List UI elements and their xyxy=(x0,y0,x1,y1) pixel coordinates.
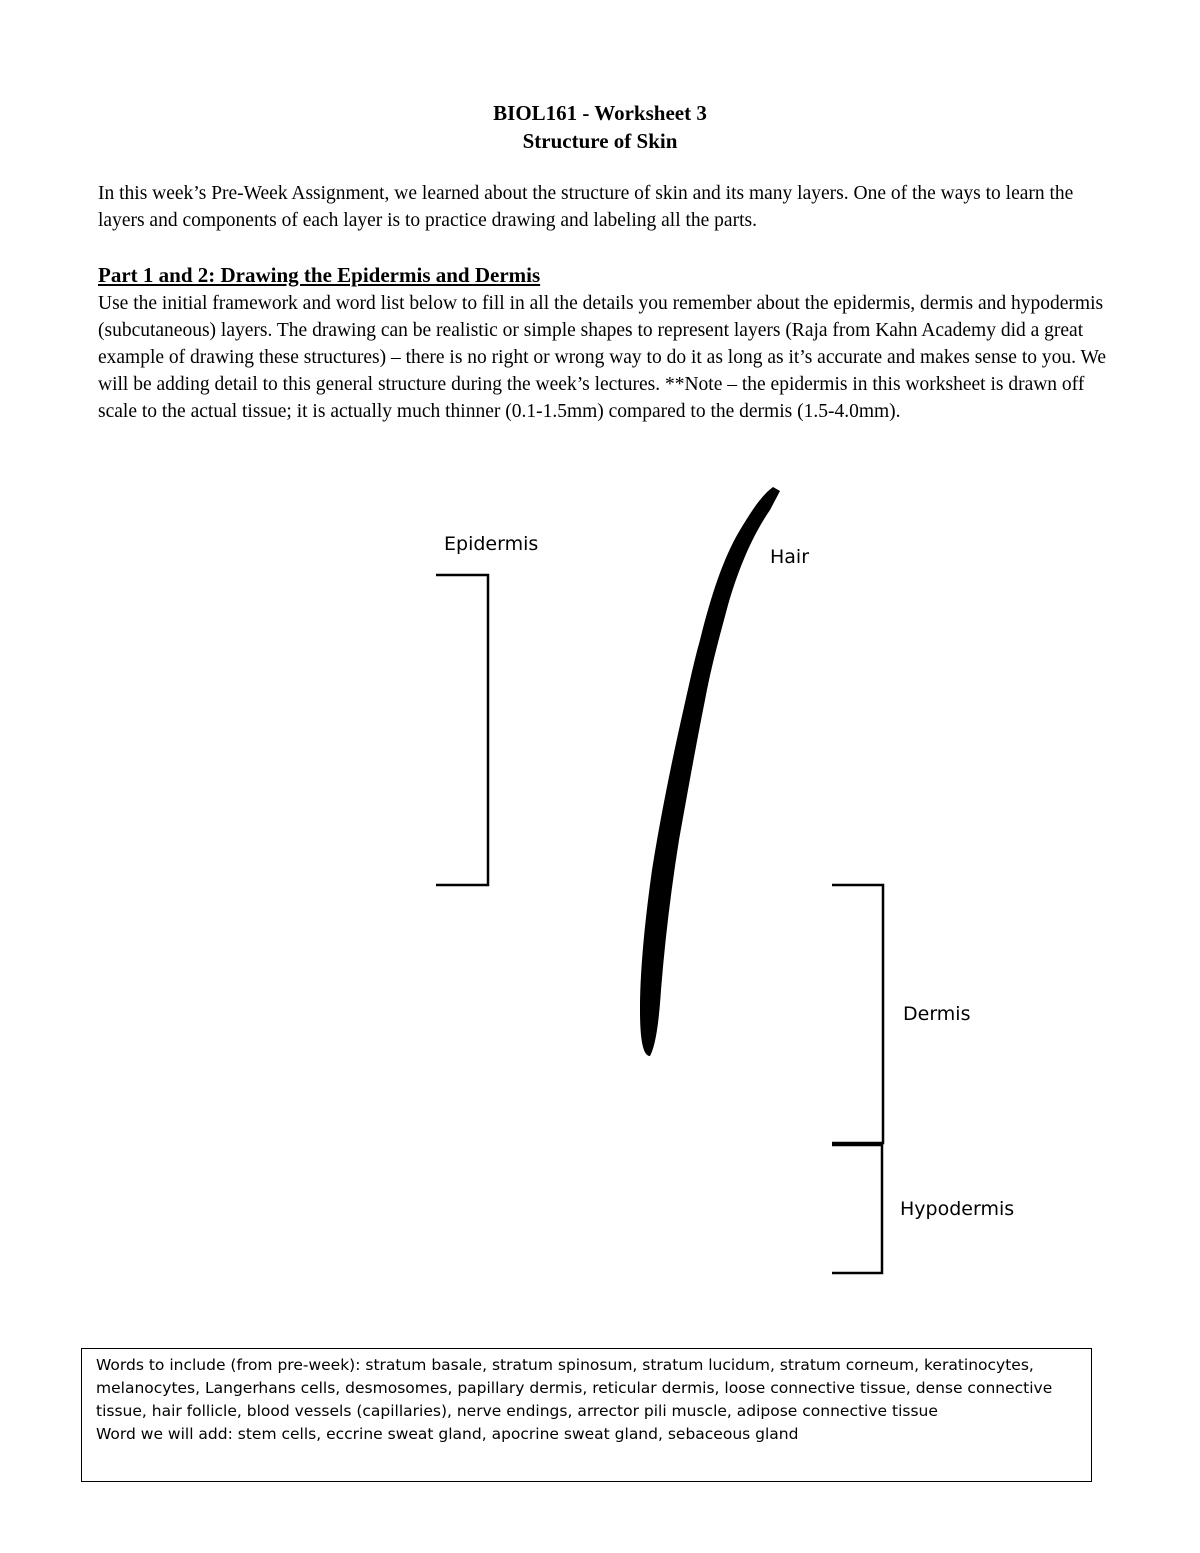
hypodermis-bracket xyxy=(832,1145,882,1273)
intro-paragraph: In this week’s Pre-Week Assignment, we learned about the structure of skin and its many layers. One of the ways to learn the layers and components of each layer is to practice drawing and labeling all the parts. xyxy=(98,183,1074,231)
label-hypodermis: Hypodermis xyxy=(900,1198,1015,1220)
word-list-box xyxy=(81,1348,1092,1482)
label-hair: Hair xyxy=(770,546,810,568)
words-we-will-add: Word we will add: stem cells, eccrine sweat gland, apocrine sweat gland, sebaceous gland xyxy=(96,1425,799,1443)
section-heading: Part 1 and 2: Drawing the Epidermis and Dermis xyxy=(98,263,541,287)
instructions-paragraph: Use the initial framework and word list below to fill in all the details you remember about the epidermis, dermis and hypodermis (subcutaneous) layers. The drawing can be realistic or simple shapes to represent layers (Raja from Kahn Academy did a great example of drawing these structures) – there is no right or wrong way to do it as long as it’s accurate and makes sense to you. We will be adding detail to this general structure during the week’s lectures. **Note – the epidermis in this worksheet is drawn off scale to the actual tissue; it is actually much thinner (0.1-1.5mm) compared to the dermis (1.5-4.0mm). xyxy=(98,293,1107,422)
label-dermis: Dermis xyxy=(903,1003,971,1025)
dermis-bracket xyxy=(832,885,883,1143)
epidermis-bracket xyxy=(436,575,488,885)
words-to-include: Words to include (from pre-week): stratum basale, stratum spinosum, stratum lucidum, stratum corneum, keratinocytes, melanocytes, Langerhans cells, desmosomes, papillary dermis, reticular dermis, loose connective tissue, dense connective tissue, hair follicle, blood vessels (capillaries), nerve endings, arrector pili muscle, adipose connective tissue xyxy=(96,1356,1053,1420)
label-epidermis: Epidermis xyxy=(444,533,539,555)
hair-shape xyxy=(640,487,780,1056)
worksheet-subtitle: Structure of Skin xyxy=(522,129,678,153)
worksheet-title: BIOL161 - Worksheet 3 xyxy=(493,101,707,125)
